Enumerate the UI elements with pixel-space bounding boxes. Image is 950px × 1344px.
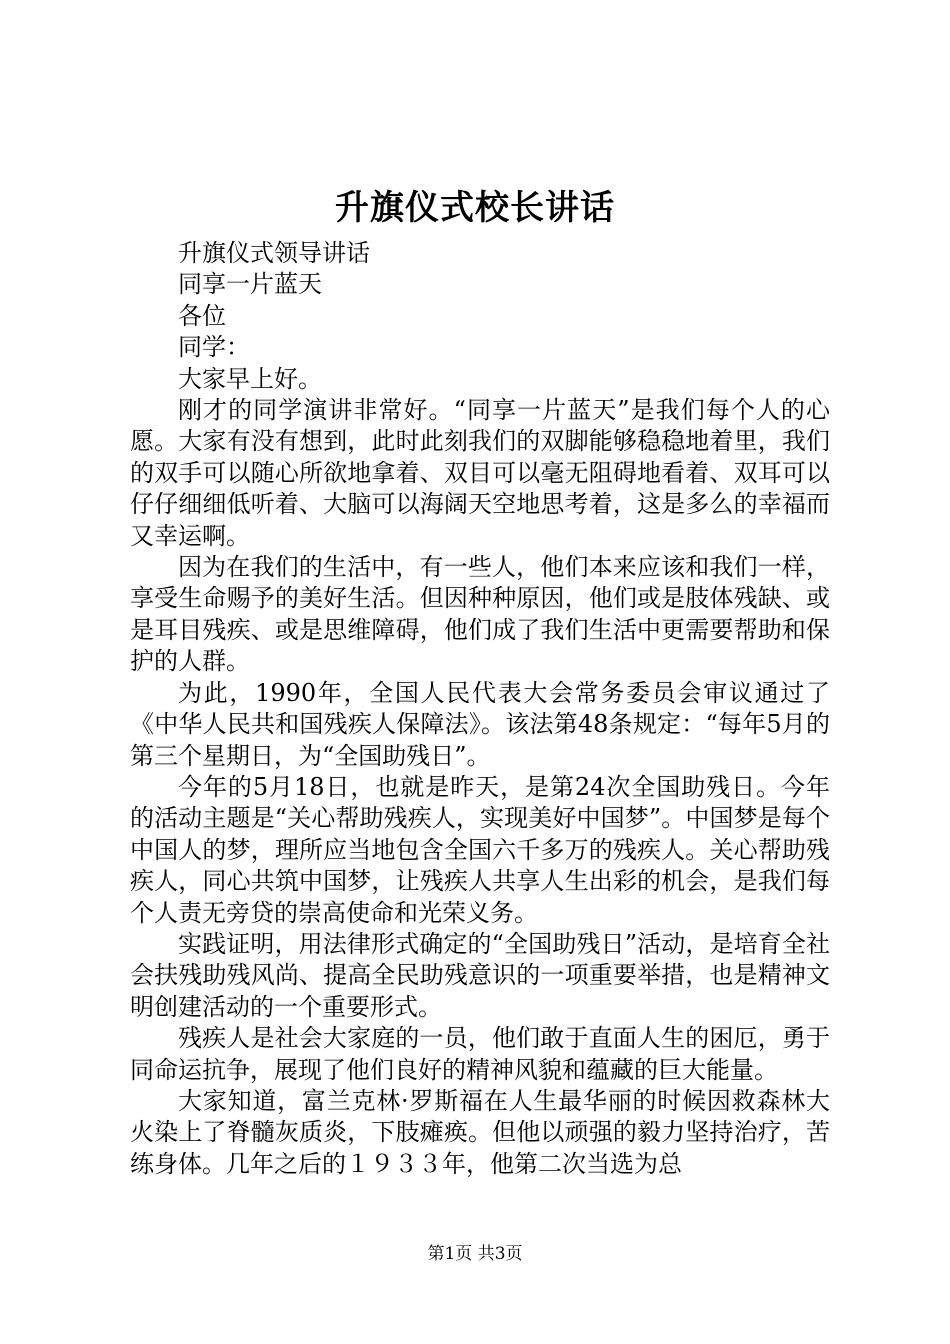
paragraph-theme: 同享一片蓝天 — [178, 270, 322, 299]
paragraph: 为此，1990年，全国人民代表大会常务委员会审议通过了《中华人民共和国残疾人保障法》。该法第48条规定：“每年5月的第三个星期日，为“全国助残日”。 — [130, 678, 830, 770]
paragraph: 残疾人是社会大家庭的一员，他们敢于直面人生的困厄，勇于同命运抗争，展现了他们良好的精神风貌和蕴藏的巨大能量。 — [130, 1024, 830, 1084]
paragraph: 今年的5月18日，也就是昨天，是第24次全国助残日。今年的活动主题是“关心帮助残疾人，实现美好中国梦”。中国梦是每个中国人的梦，理所应当地包含全国六千多万的残疾人。关心帮助残疾人，同心共筑中国梦，让残疾人共享人生出彩的机会，是我们每个人责无旁贷的崇高使命和光荣义务。 — [130, 772, 830, 927]
paragraph: 大家知道，富兰克林·罗斯福在人生最华丽的时候因救森林大火染上了脊髓灰质炎，下肢瘫痪。但他以顽强的毅力坚持治疗，苦练身体。几年之后的１９３３年，他第二次当选为总 — [130, 1086, 830, 1178]
document-body — [130, 238, 830, 1180]
paragraph: 实践证明，用法律形式确定的“全国助残日”活动，是培育全社会扶残助残风尚、提高全民助残意识的一项重要举措，也是精神文明创建活动的一个重要形式。 — [130, 929, 830, 1021]
paragraph-salutation: 各位 — [178, 301, 226, 330]
paragraph: 因为在我们的生活中，有一些人，他们本来应该和我们一样，享受生命赐予的美好生活。但因种种原因，他们或是肢体残缺、或是耳目残疾、或是思维障碍，他们成了我们生活中更需要帮助和保护的人群。 — [130, 553, 830, 676]
paragraph-subtitle: 升旗仪式领导讲话 — [178, 239, 370, 267]
paragraph-salutation-students: 同学： — [178, 333, 250, 362]
paragraph: 刚才的同学演讲非常好。“同享一片蓝天”是我们每个人的心愿。大家有没有想到，此时此刻我们的双脚能够稳稳地着里，我们的双手可以随心所欲地拿着、双目可以毫无阻碍地看着、双耳可以仔仔细细低听着、大脑可以海阔天空地思考着，这是多么的幸福而又幸运啊。 — [130, 396, 830, 550]
paragraph-greeting: 大家早上好。 — [178, 364, 322, 393]
page-footer: 第1页 共3页 — [427, 1244, 523, 1264]
document-title: 升旗仪式校长讲话 — [335, 188, 615, 228]
